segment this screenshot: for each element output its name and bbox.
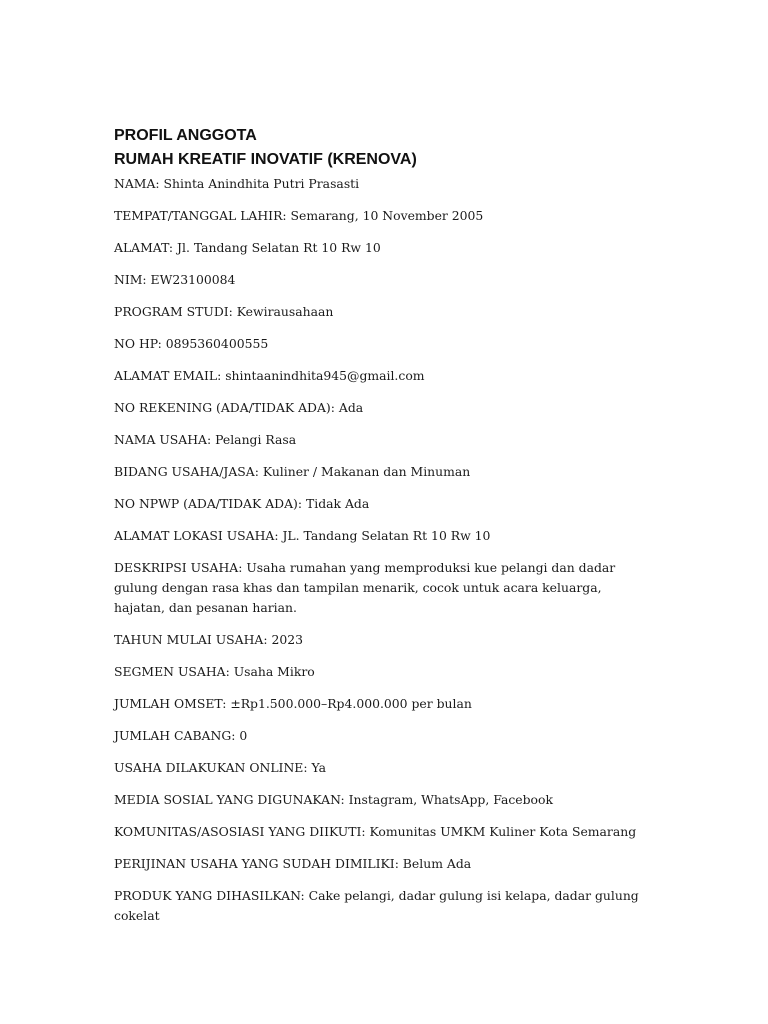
field-program-studi: PROGRAM STUDI: Kewirausahaan	[114, 304, 334, 319]
field-no-hp: NO HP: 0895360400555	[114, 336, 269, 351]
field-tempat-tanggal-lahir: TEMPAT/TANGGAL LAHIR: Semarang, 10 November 2005	[114, 208, 484, 223]
field-no-npwp: NO NPWP (ADA/TIDAK ADA): Tidak Ada	[114, 496, 370, 511]
document-title-line-2: RUMAH KREATIF INOVATIF (KRENOVA)	[114, 151, 417, 168]
field-alamat-email: ALAMAT EMAIL: shintaanindhita945@gmail.com	[114, 368, 425, 383]
field-alamat-lokasi-usaha: ALAMAT LOKASI USAHA: JL. Tandang Selatan Rt 10 Rw 10	[114, 528, 491, 543]
field-segmen-usaha: SEGMEN USAHA: Usaha Mikro	[114, 664, 315, 679]
field-alamat: ALAMAT: Jl. Tandang Selatan Rt 10 Rw 10	[114, 240, 381, 255]
field-usaha-online: USAHA DILAKUKAN ONLINE: Ya	[114, 760, 327, 775]
profile-fields	[114, 174, 654, 926]
field-nim: NIM: EW23100084	[114, 272, 236, 287]
field-nama: NAMA: Shinta Anindhita Putri Prasasti	[114, 176, 360, 191]
field-komunitas: KOMUNITAS/ASOSIASI YANG DIIKUTI: Komunitas UMKM Kuliner Kota Semarang	[114, 824, 637, 839]
field-jumlah-omset: JUMLAH OMSET: ±Rp1.500.000–Rp4.000.000 per bulan	[114, 696, 472, 711]
field-perijinan-usaha: PERIJINAN USAHA YANG SUDAH DIMILIKI: Belum Ada	[114, 856, 472, 871]
field-tahun-mulai-usaha: TAHUN MULAI USAHA: 2023	[114, 632, 303, 647]
field-produk: PRODUK YANG DIHASILKAN: Cake pelangi, dadar gulung isi kelapa, dadar gulung cokelat	[114, 888, 639, 923]
field-no-rekening: NO REKENING (ADA/TIDAK ADA): Ada	[114, 400, 364, 415]
field-deskripsi-usaha: DESKRIPSI USAHA: Usaha rumahan yang memproduksi kue pelangi dan dadar gulung dengan rasa khas dan tampilan menarik, cocok untuk acara keluarga, hajatan, dan pesanan harian.	[114, 560, 616, 615]
field-media-sosial: MEDIA SOSIAL YANG DIGUNAKAN: Instagram, WhatsApp, Facebook	[114, 792, 553, 807]
document-title-line-1: PROFIL ANGGOTA	[114, 127, 257, 144]
field-jumlah-cabang: JUMLAH CABANG: 0	[114, 728, 248, 743]
field-bidang-usaha: BIDANG USAHA/JASA: Kuliner / Makanan dan Minuman	[114, 464, 471, 479]
field-nama-usaha: NAMA USAHA: Pelangi Rasa	[114, 432, 297, 447]
document-page	[114, 124, 654, 938]
